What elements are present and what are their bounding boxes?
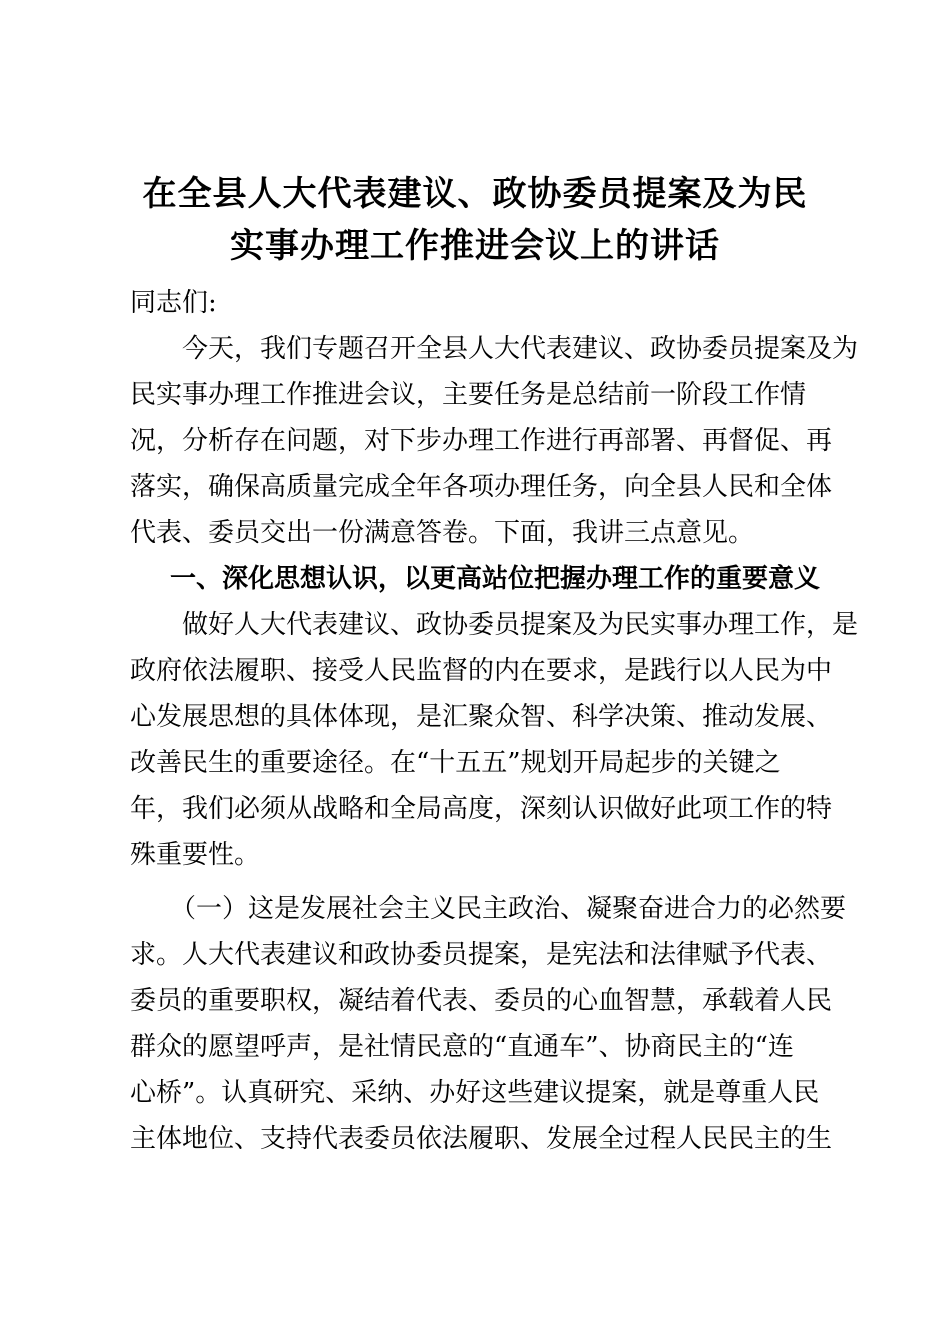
- salutation: 同志们:: [130, 288, 217, 318]
- title-line-1: 在全县人大代表建议、政协委员提案及为民: [142, 174, 808, 214]
- text-line: 民实事办理工作推进会议，主要任务是总结前一阶段工作情: [130, 380, 807, 410]
- text-line: （一）这是发展社会主义民主政治、凝聚奋进合力的必然要: [170, 894, 847, 924]
- text-line: 殊重要性。: [130, 840, 261, 870]
- text-line: 求。人大代表建议和政协委员提案，是宪法和法律赋予代表、: [130, 940, 833, 970]
- text-line: 心桥”。认真研究、采纳、办好这些建议提案，就是尊重人民: [130, 1078, 820, 1108]
- document-body: [130, 280, 859, 1162]
- text-line: 今天，我们专题召开全县人大代表建议、政协委员提案及为: [182, 334, 859, 364]
- paragraph-section1: [130, 602, 859, 878]
- paragraph-intro: [130, 326, 859, 556]
- text-line: 政府依法履职、接受人民监督的内在要求，是践行以人民为中: [130, 656, 833, 686]
- text-line: 心发展思想的具体体现，是汇聚众智、科学决策、推动发展、: [130, 702, 833, 732]
- text-line: 落实，确保高质量完成全年各项办理任务，向全县人民和全体: [130, 472, 833, 502]
- text-line: 委员的重要职权，凝结着代表、委员的心血智慧，承载着人民: [130, 986, 833, 1016]
- text-line: 况，分析存在问题，对下步办理工作进行再部署、再督促、再: [130, 426, 833, 456]
- text-line: 群众的愿望呼声，是社情民意的“直通车”、协商民主的“连: [130, 1032, 794, 1062]
- text-line: 主体地位、支持代表委员依法履职、发展全过程人民民主的生: [130, 1124, 833, 1154]
- text-line: 做好人大代表建议、政协委员提案及为民实事办理工作，是: [182, 610, 859, 640]
- text-line: 代表、委员交出一份满意答卷。下面，我讲三点意见。: [130, 518, 755, 548]
- document-title: [100, 168, 850, 272]
- section-heading-1: 一、深化思想认识，以更高站位把握办理工作的重要意义: [170, 564, 821, 594]
- text-line: 改善民生的重要途径。在“十五五”规划开局起步的关键之: [130, 748, 781, 778]
- text-line: 年，我们必须从战略和全局高度，深刻认识做好此项工作的特: [130, 794, 833, 824]
- paragraph-subsection1: [130, 886, 847, 1162]
- title-line-2: 实事办理工作推进会议上的讲话: [230, 226, 720, 266]
